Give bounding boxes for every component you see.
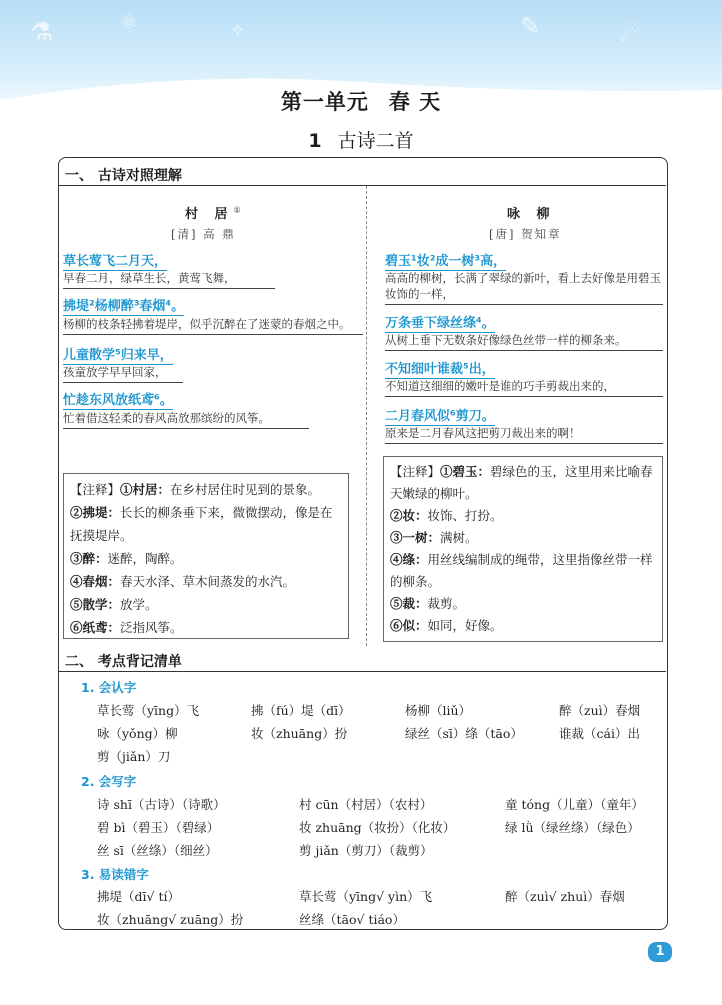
poem-1-note-1 xyxy=(70,478,342,501)
recognize-heading: 1. 会认字 xyxy=(81,680,137,695)
poem-1-note-3 xyxy=(70,547,342,570)
content-box xyxy=(58,157,668,930)
note-term: ⑤裁： xyxy=(390,596,428,611)
poem-2-note-4 xyxy=(390,549,656,593)
recognize-item: 杨柳（liǔ） xyxy=(405,703,472,718)
write-item: 碧 bì（碧玉）（碧绿） xyxy=(97,820,220,835)
poem-2-note-5 xyxy=(390,593,656,615)
note-term: ③一树： xyxy=(390,530,441,545)
lesson-title xyxy=(0,126,722,153)
recognize-item: 草长莺（yīng）飞 xyxy=(97,703,200,718)
note-text: 碧绿色的玉，这里用来比喻春天嫩绿的柳叶。 xyxy=(390,464,653,501)
poem-2-line-3: 不知细叶谁裁⁵出， xyxy=(385,358,495,379)
unit-name: 春 天 xyxy=(388,90,442,114)
poem-2-translation-2: 从树上垂下无数条好像绿色丝带一样的柳条来。 xyxy=(385,332,663,351)
poem-2-note-2 xyxy=(390,505,656,527)
poem-2-line-2: 万条垂下绿丝绦⁴。 xyxy=(385,312,495,333)
write-item: 剪 jiǎn（剪刀）（裁剪） xyxy=(299,843,433,858)
section-1-rule xyxy=(59,185,666,186)
note-term: ④春烟： xyxy=(70,574,121,589)
confusing-item: 妆（zhuāng√ zuāng）扮 xyxy=(97,912,244,927)
poem-2-note-3 xyxy=(390,527,656,549)
confusing-item: 草长莺（yīng√ yìn）飞 xyxy=(299,889,433,904)
poem-1-title xyxy=(185,203,241,222)
poem-1-notes xyxy=(63,473,349,639)
compass-decoration: ✎ xyxy=(520,12,541,40)
poem-1-note-4 xyxy=(70,570,342,593)
unit-title xyxy=(0,86,722,116)
unit-label: 第一单元 xyxy=(280,90,369,114)
poem-2-note-1 xyxy=(390,461,656,505)
poem-1-translation-3: 孩童放学早早回家， xyxy=(63,364,183,383)
recognize-item: 醉（zuì）春烟 xyxy=(559,703,641,718)
notes-label: 【注释】 xyxy=(70,482,121,497)
section-1-title: 一、 古诗对照理解 xyxy=(65,168,182,184)
poem-2-line-4: 二月春风似⁶剪刀。 xyxy=(385,405,495,426)
note-term: ⑥似： xyxy=(390,618,428,633)
recognize-item: 拂（fú）堤（dī） xyxy=(251,703,351,718)
confusing-item: 丝绦（tāo√ tiáo） xyxy=(299,912,405,927)
note-text: 迷醉，陶醉。 xyxy=(107,551,183,566)
poem-2-translation-4: 原来是二月春风这把剪刀裁出来的啊！ xyxy=(385,425,663,444)
confusing-heading: 3. 易读错字 xyxy=(81,867,149,882)
write-heading: 2. 会写字 xyxy=(81,774,137,789)
note-text: 在乡村居住时见到的景象。 xyxy=(170,482,321,497)
note-term: ③醉： xyxy=(70,551,108,566)
notes-label: 【注释】 xyxy=(390,464,441,479)
poem-1-note-2 xyxy=(70,501,342,547)
poem-2-title: 咏 柳 xyxy=(507,207,556,222)
note-text: 如同，好像。 xyxy=(427,618,503,633)
section-2-title: 二、 考点背记清单 xyxy=(65,654,182,670)
note-text: 裁剪。 xyxy=(427,596,466,611)
poem-2-line-1: 碧玉¹妆²成一树³高， xyxy=(385,250,506,271)
note-text: 泛指风筝。 xyxy=(120,620,183,635)
recognize-item: 谁裁（cái）出 xyxy=(559,726,640,741)
note-text: 长长的柳条垂下来，微微摆动，像是在抚摸堤岸。 xyxy=(70,505,333,543)
note-term: ②妆： xyxy=(390,508,428,523)
note-text: 妆饰、打扮。 xyxy=(427,508,503,523)
note-term: ①碧玉： xyxy=(440,464,491,479)
note-term: ⑤散学： xyxy=(70,597,121,612)
chart-decoration: ☄ xyxy=(620,22,640,47)
write-item: 诗 shī（古诗）（诗歌） xyxy=(97,797,226,812)
note-text: 春天水泽、草木间蒸发的水汽。 xyxy=(120,574,296,589)
lesson-name: 古诗二首 xyxy=(337,130,414,152)
star-decoration: ✧ xyxy=(230,20,246,41)
poem-1-line-4: 忙趁东风放纸鸢⁶。 xyxy=(63,389,173,410)
poem-2-note-6 xyxy=(390,615,656,637)
note-text: 放学。 xyxy=(120,597,158,612)
column-divider xyxy=(366,186,367,646)
atom-decoration: ⚛ xyxy=(120,10,138,34)
note-term: ①村居： xyxy=(120,482,171,497)
recognize-item: 妆（zhuāng）扮 xyxy=(251,726,348,741)
write-item: 妆 zhuāng（妆扮）（化妆） xyxy=(299,820,456,835)
poem-1-author: [清] 高 鼎 xyxy=(171,227,236,241)
poem-1-translation-2: 杨柳的枝条轻拂着堤岸，似乎沉醉在了迷蒙的春烟之中。 xyxy=(63,316,363,335)
poem-1-line-1: 草长莺飞二月天， xyxy=(63,250,167,271)
note-text: 满树。 xyxy=(440,530,478,545)
confusing-item: 拂堤（dī√ tí） xyxy=(97,889,180,904)
note-term: ②拂堤： xyxy=(70,505,121,520)
poem-2-translation-1: 高高的柳树，长满了翠绿的新叶，看上去好像是用碧玉妆饰的一样， xyxy=(385,270,663,305)
poem-1-title-note: ① xyxy=(233,205,241,215)
write-item: 丝 sī（丝绦）（细丝） xyxy=(97,843,218,858)
section-2-rule xyxy=(59,671,666,672)
recognize-item: 绿丝（sī）绦（tāo） xyxy=(405,726,523,741)
note-text: 用丝线编制成的绳带，这里指像丝带一样的柳条。 xyxy=(390,552,653,589)
write-item: 绿 lǜ（绿丝绦）（绿色） xyxy=(505,820,640,835)
confusing-item: 醉（zuì√ zhuì）春烟 xyxy=(505,889,625,904)
poem-2-notes xyxy=(383,456,663,642)
note-term: ⑥纸鸢： xyxy=(70,620,121,635)
poem-1-line-2: 拂堤²杨柳醉³春烟⁴。 xyxy=(63,295,184,316)
poem-2-author: [唐] 贺知章 xyxy=(489,227,562,241)
write-item: 童 tóng（儿童）（童年） xyxy=(505,797,644,812)
recognize-item: 剪（jiǎn）刀 xyxy=(97,749,171,764)
poem-2-translation-3: 不知道这细细的嫩叶是谁的巧手剪裁出来的， xyxy=(385,378,663,397)
flask-decoration: ⚗ xyxy=(30,18,54,48)
page-number: 1 xyxy=(648,942,672,962)
poem-1-translation-1: 早春二月，绿草生长，黄莺飞舞， xyxy=(63,270,275,289)
poem-1-translation-4: 忙着借这轻柔的春风高放那缤纷的风筝。 xyxy=(63,410,309,429)
poem-1-note-6 xyxy=(70,616,342,639)
recognize-item: 咏（yǒng）柳 xyxy=(97,726,178,741)
note-term: ④绦： xyxy=(390,552,428,567)
poem-1-line-3: 儿童散学⁵归来早， xyxy=(63,344,173,365)
write-item: 村 cūn（村居）（农村） xyxy=(299,797,433,812)
poem-1-note-5 xyxy=(70,593,342,616)
poem-1-title-text: 村 居 xyxy=(185,207,234,222)
lesson-number: 1 xyxy=(308,130,322,152)
